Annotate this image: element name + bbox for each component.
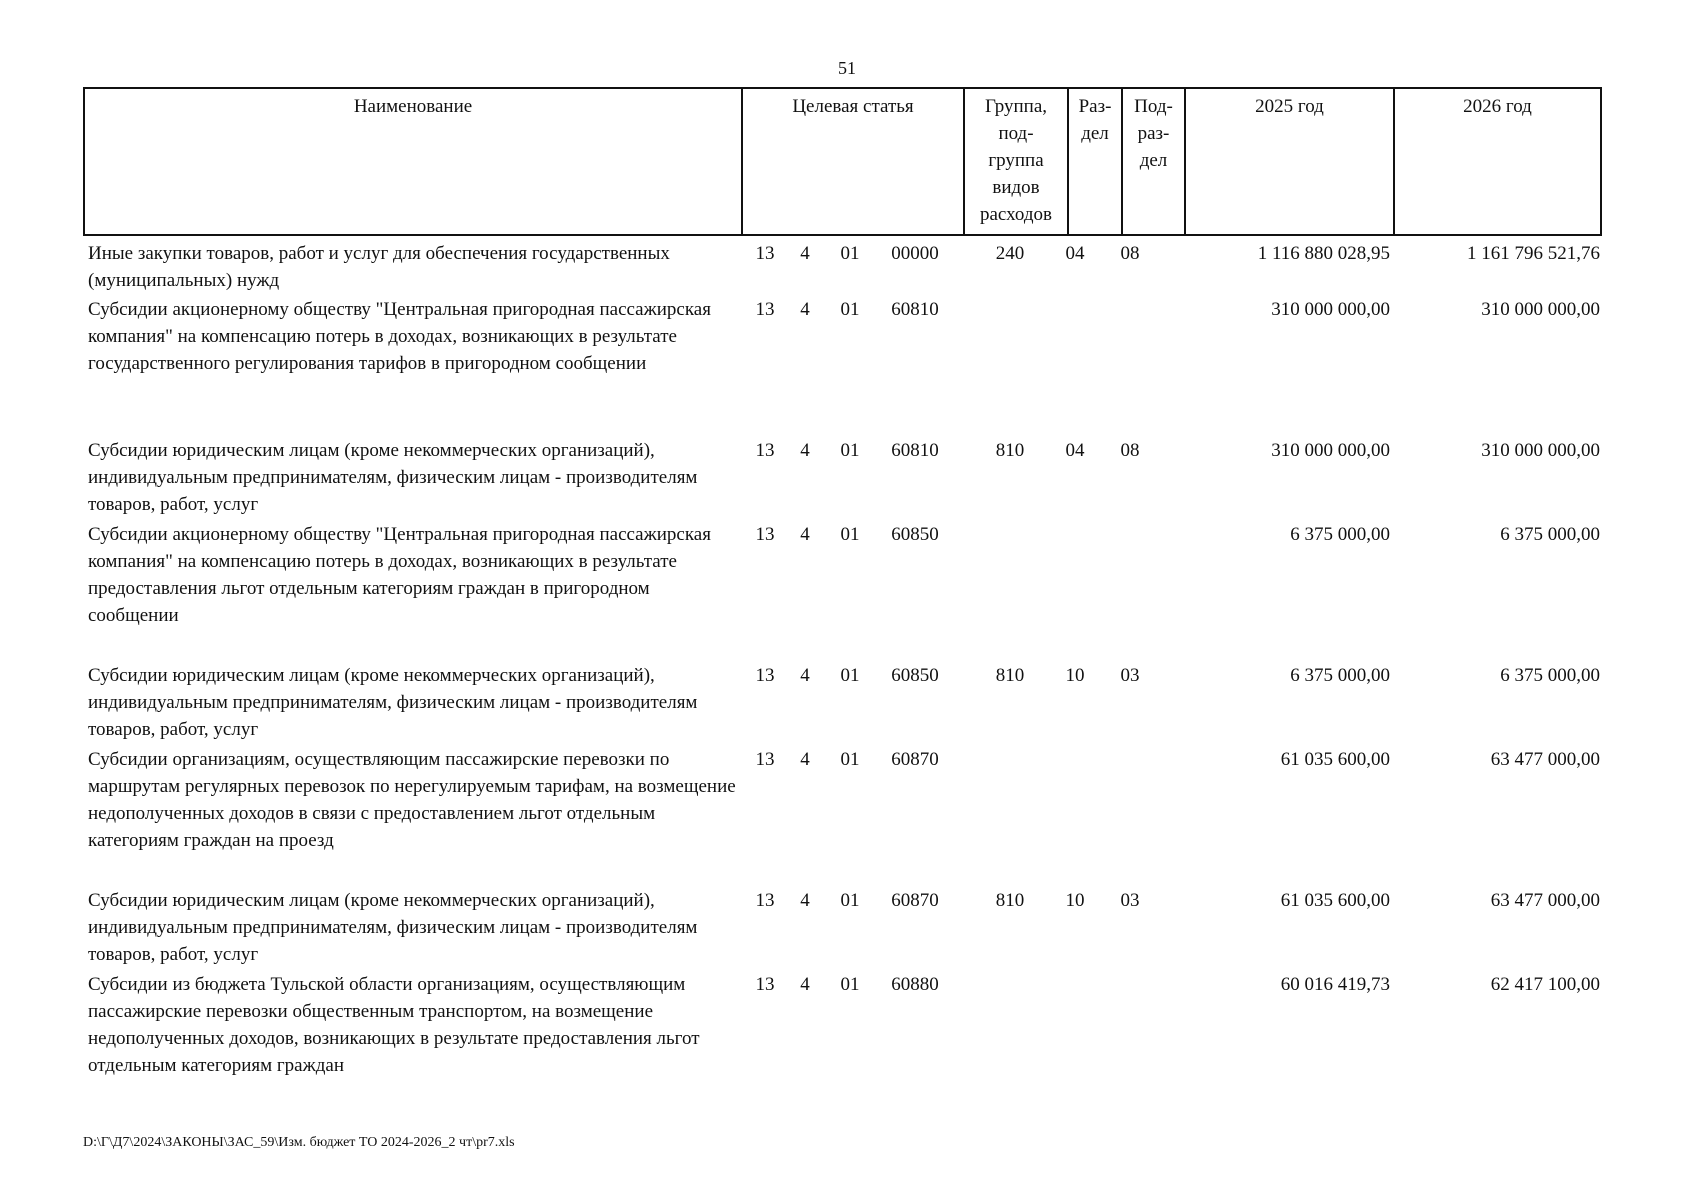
row-code-4: 60850: [891, 524, 939, 545]
row-code-2: 4: [800, 665, 810, 686]
header-year-2025: 2025 год: [1255, 96, 1324, 117]
row-amount-2026: 62 417 100,00: [1490, 974, 1600, 995]
header-section: Раз- дел: [1078, 96, 1112, 144]
footer-file-path: D:\Г\Д7\2024\ЗАКОНЫ\ЗАС_59\Изм. бюджет ТО 2024-2026_2 чт\pr7.xls: [83, 1135, 515, 1150]
row-amount-2026: 6 375 000,00: [1500, 665, 1600, 686]
row-amount-2025: 60 016 419,73: [1280, 974, 1390, 995]
row-code-2: 4: [800, 299, 810, 320]
row-amount-2026: 310 000 000,00: [1481, 440, 1600, 461]
row-group: 810: [995, 665, 1025, 686]
row-subsection: 03: [1120, 890, 1140, 911]
row-name: Субсидии из бюджета Тульской области организациям, осуществляющим пассажирские перевозки общественным транспортом, на возмещение недополученных доходов, возникающих в результате предоставления льгот отдельным категориям граждан: [88, 974, 700, 1076]
header-name: Наименование: [353, 96, 473, 117]
row-amount-2025: 6 375 000,00: [1290, 524, 1390, 545]
row-name: Субсидии юридическим лицам (кроме некоммерческих организаций), индивидуальным предпринимателям, физическим лицам - производителям товаров, работ, услуг: [88, 890, 698, 965]
row-group: 240: [995, 243, 1025, 264]
row-name: Субсидии акционерному обществу "Центральная пригородная пассажирская компания" на компенсацию потерь в доходах, возникающих в результате государственного регулирования тарифов в пригородном сообщении: [88, 299, 711, 374]
row-code-3: 01: [840, 524, 860, 545]
row-code-2: 4: [800, 243, 810, 264]
row-amount-2026: 1 161 796 521,76: [1467, 243, 1600, 264]
row-amount-2025: 310 000 000,00: [1271, 299, 1390, 320]
row-code-3: 01: [840, 243, 860, 264]
row-code-1: 13: [755, 524, 775, 545]
row-section: 10: [1065, 890, 1085, 911]
row-group: 810: [995, 440, 1025, 461]
row-amount-2026: 310 000 000,00: [1481, 299, 1600, 320]
row-code-3: 01: [840, 665, 860, 686]
row-code-1: 13: [755, 749, 775, 770]
row-amount-2025: 6 375 000,00: [1290, 665, 1390, 686]
row-subsection: 03: [1120, 665, 1140, 686]
header-expense-group: Группа, под- группа видов расходов: [980, 96, 1052, 225]
row-code-1: 13: [755, 974, 775, 995]
row-name: Субсидии акционерному обществу "Центральная пригородная пассажирская компания" на компенсацию потерь в доходах, возникающих в результате предоставления льгот отдельным категориям граждан в пригородном сообщении: [88, 524, 711, 626]
row-code-1: 13: [755, 665, 775, 686]
row-code-4: 60810: [891, 440, 939, 461]
row-code-1: 13: [755, 299, 775, 320]
header-subsection: Под- раз- дел: [1134, 96, 1173, 171]
row-name: Субсидии юридическим лицам (кроме некоммерческих организаций), индивидуальным предпринимателям, физическим лицам - производителям товаров, работ, услуг: [88, 665, 698, 740]
row-amount-2026: 63 477 000,00: [1490, 890, 1600, 911]
row-section: 10: [1065, 665, 1085, 686]
header-target-article: Целевая статья: [792, 96, 914, 117]
row-code-2: 4: [800, 974, 810, 995]
row-code-1: 13: [755, 243, 775, 264]
row-amount-2025: 61 035 600,00: [1280, 749, 1390, 770]
row-code-3: 01: [840, 749, 860, 770]
row-group: 810: [995, 890, 1025, 911]
row-name: Субсидии юридическим лицам (кроме некоммерческих организаций), индивидуальным предпринимателям, физическим лицам - производителям товаров, работ, услуг: [88, 440, 698, 515]
table-header: [83, 87, 1602, 236]
row-code-3: 01: [840, 299, 860, 320]
row-code-2: 4: [800, 749, 810, 770]
row-subsection: 08: [1120, 243, 1140, 264]
row-code-4: 60810: [891, 299, 939, 320]
row-amount-2026: 6 375 000,00: [1500, 524, 1600, 545]
row-code-3: 01: [840, 440, 860, 461]
row-code-3: 01: [840, 974, 860, 995]
row-code-3: 01: [840, 890, 860, 911]
row-name: Иные закупки товаров, работ и услуг для обеспечения государственных (муниципальных) нужд: [88, 243, 670, 291]
row-code-4: 00000: [891, 243, 939, 264]
row-amount-2025: 1 116 880 028,95: [1257, 243, 1390, 264]
row-code-4: 60880: [891, 974, 939, 995]
row-amount-2025: 310 000 000,00: [1271, 440, 1390, 461]
row-name: Субсидии организациям, осуществляющим пассажирские перевозки по маршрутам регулярных перевозок по нерегулируемым тарифам, на возмещение недополученных доходов в связи с предоставлением льгот отдельным категориям граждан на проезд: [88, 749, 736, 851]
header-year-2026: 2026 год: [1463, 96, 1532, 117]
row-code-4: 60870: [891, 890, 939, 911]
page-number: 51: [838, 58, 856, 78]
row-section: 04: [1065, 440, 1085, 461]
row-code-4: 60870: [891, 749, 939, 770]
row-code-2: 4: [800, 524, 810, 545]
row-subsection: 08: [1120, 440, 1140, 461]
row-code-1: 13: [755, 890, 775, 911]
row-amount-2026: 63 477 000,00: [1490, 749, 1600, 770]
row-code-4: 60850: [891, 665, 939, 686]
row-section: 04: [1065, 243, 1085, 264]
row-code-2: 4: [800, 890, 810, 911]
row-code-2: 4: [800, 440, 810, 461]
row-amount-2025: 61 035 600,00: [1280, 890, 1390, 911]
row-code-1: 13: [755, 440, 775, 461]
